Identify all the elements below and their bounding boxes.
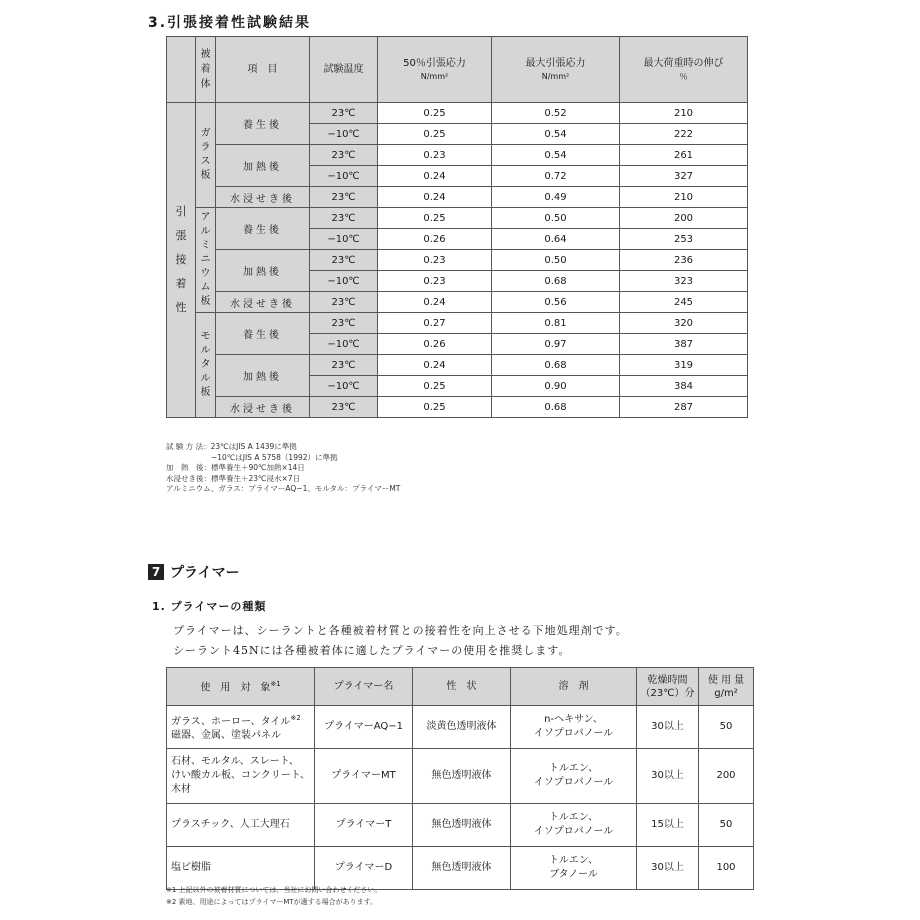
temp-cell: 23℃ bbox=[310, 250, 378, 271]
elongation-cell: 210 bbox=[620, 187, 748, 208]
table-header-row bbox=[167, 37, 748, 103]
category-header-blank bbox=[167, 37, 196, 103]
table-row bbox=[167, 187, 748, 208]
maxstress-cell: 0.50 bbox=[492, 208, 620, 229]
maxstress-cell: 0.68 bbox=[492, 355, 620, 376]
solvent-cell: n-ヘキサン、 イソプロパノール bbox=[511, 706, 637, 749]
property-cell: 淡黄色透明液体 bbox=[413, 706, 511, 749]
maxstress-cell: 0.49 bbox=[492, 187, 620, 208]
stress50-cell: 0.23 bbox=[378, 145, 492, 166]
tensile-adhesion-table bbox=[166, 36, 748, 418]
solvent-cell: トルエン、 イソプロパノール bbox=[511, 804, 637, 847]
primer-name-cell: プライマーT bbox=[315, 804, 413, 847]
temp-cell: 23℃ bbox=[310, 397, 378, 418]
substrate-cell: ガラス板 bbox=[196, 103, 216, 208]
property-cell: 無色透明液体 bbox=[413, 749, 511, 804]
stress50-cell: 0.25 bbox=[378, 376, 492, 397]
temp-cell: −10℃ bbox=[310, 166, 378, 187]
table-row bbox=[167, 749, 754, 804]
condition-cell: 養生後 bbox=[216, 208, 310, 250]
elongation-cell: 384 bbox=[620, 376, 748, 397]
stress50-cell: 0.24 bbox=[378, 166, 492, 187]
table-row bbox=[167, 145, 748, 166]
elongation-cell: 222 bbox=[620, 124, 748, 145]
property-cell: 無色透明液体 bbox=[413, 847, 511, 890]
maxstress-cell: 0.97 bbox=[492, 334, 620, 355]
condition-cell: 水浸せき後 bbox=[216, 187, 310, 208]
note-line: アルミニウム、ガラス：プライマーAQ−1、モルタル：プライマーMT bbox=[166, 484, 401, 493]
stress50-cell: 0.26 bbox=[378, 334, 492, 355]
dry-time-cell: 30以上 bbox=[637, 749, 699, 804]
primer-name-cell: プライマーD bbox=[315, 847, 413, 890]
elongation-cell: 261 bbox=[620, 145, 748, 166]
stress50-cell: 0.25 bbox=[378, 397, 492, 418]
solvent-cell: トルエン、 イソプロパノール bbox=[511, 749, 637, 804]
usage-cell: 50 bbox=[699, 804, 754, 847]
note-line: 試 験 方 法：23℃はJIS A 1439に準拠 bbox=[166, 442, 297, 451]
target-cell: プラスチック、人工大理石 bbox=[167, 804, 315, 847]
primer-name-cell: プライマーAQ−1 bbox=[315, 706, 413, 749]
maxstress-cell: 0.68 bbox=[492, 397, 620, 418]
dry-time-cell: 15以上 bbox=[637, 804, 699, 847]
stress50-cell: 0.25 bbox=[378, 103, 492, 124]
category-cell: 引張接着性 bbox=[167, 103, 196, 418]
primer-name-cell: プライマーMT bbox=[315, 749, 413, 804]
section-title-3: 3.引張接着性試験結果 bbox=[148, 15, 312, 31]
stress50-cell: 0.27 bbox=[378, 313, 492, 334]
stress50-cell: 0.26 bbox=[378, 229, 492, 250]
temp-cell: −10℃ bbox=[310, 124, 378, 145]
condition-cell: 水浸せき後 bbox=[216, 397, 310, 418]
elongation-cell: 323 bbox=[620, 271, 748, 292]
table-row bbox=[167, 103, 748, 124]
usage-cell: 50 bbox=[699, 706, 754, 749]
stress50-header: 50％引張応力 N/mm² bbox=[378, 37, 492, 103]
solvent-cell: トルエン、 ブタノール bbox=[511, 847, 637, 890]
condition-cell: 養生後 bbox=[216, 313, 310, 355]
target-cell: 石材、モルタル、スレート、 けい酸カル板、コンクリート、 木材 bbox=[167, 749, 315, 804]
dry-time-cell: 30以上 bbox=[637, 847, 699, 890]
condition-cell: 加熱後 bbox=[216, 355, 310, 397]
target-cell: 塩ビ樹脂 bbox=[167, 847, 315, 890]
substrate-header: 被着体 bbox=[196, 37, 216, 103]
footnote-line: ※1 上記以外の被着材質については、当社にお問い合わせください。 bbox=[166, 886, 382, 894]
usage-header: 使 用 量 g/m² bbox=[699, 668, 754, 706]
note-line: 水浸せき後：標準養生＋23℃浸水×7日 bbox=[166, 473, 301, 483]
section-number-badge: 7 bbox=[148, 564, 164, 580]
temp-cell: 23℃ bbox=[310, 292, 378, 313]
note-line: −10℃はJIS A 5758（1992）に準拠 bbox=[166, 452, 338, 462]
stress50-cell: 0.24 bbox=[378, 355, 492, 376]
elongation-cell: 245 bbox=[620, 292, 748, 313]
section-title-text: プライマー bbox=[170, 565, 240, 581]
stress50-cell: 0.25 bbox=[378, 124, 492, 145]
table-row bbox=[167, 355, 748, 376]
condition-cell: 水浸せき後 bbox=[216, 292, 310, 313]
temp-header: 試験温度 bbox=[310, 37, 378, 103]
temp-cell: 23℃ bbox=[310, 187, 378, 208]
table-row bbox=[167, 208, 748, 229]
temp-cell: −10℃ bbox=[310, 229, 378, 250]
maxstress-cell: 0.68 bbox=[492, 271, 620, 292]
section-title-7 bbox=[148, 562, 240, 582]
maxstress-cell: 0.81 bbox=[492, 313, 620, 334]
temp-cell: 23℃ bbox=[310, 103, 378, 124]
table-row bbox=[167, 292, 748, 313]
primer-name-header: プライマー名 bbox=[315, 668, 413, 706]
item-header: 項 目 bbox=[216, 37, 310, 103]
elongation-cell: 320 bbox=[620, 313, 748, 334]
primer-table bbox=[166, 667, 754, 890]
maxstress-cell: 0.56 bbox=[492, 292, 620, 313]
property-header: 性 状 bbox=[413, 668, 511, 706]
subsection-title: 1. プライマーの種類 bbox=[152, 600, 267, 613]
elongation-header: 最大荷重時の伸び ％ bbox=[620, 37, 748, 103]
table-row bbox=[167, 804, 754, 847]
usage-cell: 100 bbox=[699, 847, 754, 890]
elongation-cell: 327 bbox=[620, 166, 748, 187]
condition-cell: 加熱後 bbox=[216, 145, 310, 187]
condition-cell: 加熱後 bbox=[216, 250, 310, 292]
temp-cell: 23℃ bbox=[310, 145, 378, 166]
maxstress-cell: 0.50 bbox=[492, 250, 620, 271]
elongation-cell: 287 bbox=[620, 397, 748, 418]
table-row bbox=[167, 706, 754, 749]
temp-cell: 23℃ bbox=[310, 355, 378, 376]
usage-cell: 200 bbox=[699, 749, 754, 804]
dry-time-header: 乾燥時間 （23℃）分 bbox=[637, 668, 699, 706]
elongation-cell: 319 bbox=[620, 355, 748, 376]
elongation-cell: 210 bbox=[620, 103, 748, 124]
stress50-cell: 0.23 bbox=[378, 250, 492, 271]
elongation-cell: 387 bbox=[620, 334, 748, 355]
elongation-cell: 200 bbox=[620, 208, 748, 229]
target-header: 使 用 対 象$^{※1}$ bbox=[167, 668, 315, 706]
elongation-cell: 236 bbox=[620, 250, 748, 271]
elongation-cell: 253 bbox=[620, 229, 748, 250]
target-cell: ガラス、ホーロー、タイル$^{※2}$ 磁器、金属、塗装パネル bbox=[167, 706, 315, 749]
temp-cell: −10℃ bbox=[310, 271, 378, 292]
intro-paragraph-1: プライマーは、シーラントと各種被着材質との接着性を向上させる下地処理剤です。 bbox=[173, 624, 628, 637]
primer-header-row bbox=[167, 668, 754, 706]
maxstress-header: 最大引張応力 N/mm² bbox=[492, 37, 620, 103]
condition-cell: 養生後 bbox=[216, 103, 310, 145]
stress50-cell: 0.23 bbox=[378, 271, 492, 292]
solvent-header: 溶 剤 bbox=[511, 668, 637, 706]
maxstress-cell: 0.64 bbox=[492, 229, 620, 250]
maxstress-cell: 0.54 bbox=[492, 145, 620, 166]
substrate-cell: アルミニウム板 bbox=[196, 208, 216, 313]
stress50-cell: 0.25 bbox=[378, 208, 492, 229]
intro-paragraph-2: シーラント45Nには各種被着体に適したプライマーの使用を推奨します。 bbox=[173, 644, 571, 657]
maxstress-cell: 0.54 bbox=[492, 124, 620, 145]
maxstress-cell: 0.52 bbox=[492, 103, 620, 124]
dry-time-cell: 30以上 bbox=[637, 706, 699, 749]
temp-cell: 23℃ bbox=[310, 313, 378, 334]
temp-cell: 23℃ bbox=[310, 208, 378, 229]
note-line: 加 熱 後：標準養生＋90℃加熱×14日 bbox=[166, 463, 305, 472]
maxstress-cell: 0.90 bbox=[492, 376, 620, 397]
test-notes bbox=[166, 442, 400, 495]
maxstress-cell: 0.72 bbox=[492, 166, 620, 187]
property-cell: 無色透明液体 bbox=[413, 804, 511, 847]
substrate-cell: モルタル板 bbox=[196, 313, 216, 418]
table-row bbox=[167, 313, 748, 334]
primer-footnotes bbox=[166, 884, 381, 908]
stress50-cell: 0.24 bbox=[378, 187, 492, 208]
temp-cell: −10℃ bbox=[310, 376, 378, 397]
stress50-cell: 0.24 bbox=[378, 292, 492, 313]
table-row bbox=[167, 250, 748, 271]
table-row bbox=[167, 397, 748, 418]
footnote-line: ※2 素地、用途によってはプライマーMTが適する場合があります。 bbox=[166, 898, 378, 906]
temp-cell: −10℃ bbox=[310, 334, 378, 355]
